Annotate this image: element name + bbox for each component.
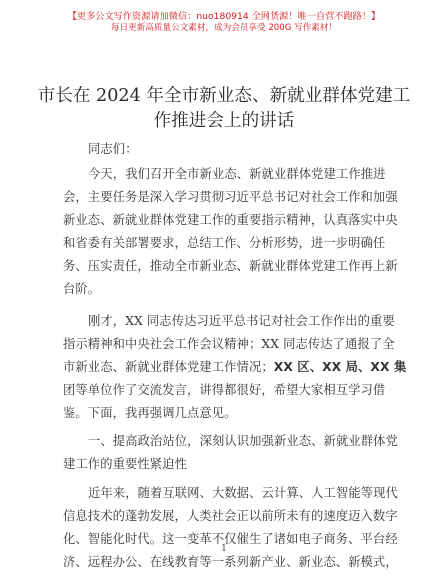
- bold-entities: XX 区、XX 局、XX 集: [273, 360, 407, 374]
- paragraph-3-line: 济、远程办公、在线教育等一系列新产业、新业态、新模式，: [63, 555, 398, 569]
- salutation: 同志们：: [88, 142, 138, 156]
- title-line-1: 市长在 2024 年全市新业态、新就业群体党建工: [37, 86, 411, 106]
- paragraph-1-line: 今天，我们召开全市新业态、新就业群体党建工作推进: [88, 167, 386, 181]
- page-number: 1: [221, 544, 227, 554]
- paragraph-2-line: 鉴。下面，我再强调几点意见。: [63, 406, 237, 420]
- paragraph-1-line: 新业态、新就业群体党建工作的重要指示精神，认真落实中央: [63, 213, 398, 227]
- paragraph-3-line: 近年来，随着互联网、大数据、云计算、人工智能等现代: [88, 486, 398, 500]
- paragraph-1-line: 务、压实责任，推动全市新业态、新就业群体党建工作再上新: [63, 259, 398, 273]
- paragraph-2-line: 刚才，XX 同志传达习近平总书记对社会工作作出的重要: [88, 314, 395, 328]
- document-title: [0, 84, 448, 134]
- paragraph-1-line: 台阶。: [63, 282, 101, 296]
- section-heading-line: 建工作的重要性紧迫性: [63, 457, 187, 471]
- promo-banner-line-1: 【更多公文写作资源请加微信：nuo180914 全网货源！唯一自营不跑路！】: [67, 11, 381, 22]
- promo-banner-line-2: 每日更新高质量公文素材，成为会员享受 200G 写作素材！: [110, 23, 338, 33]
- paragraph-1-line: 和省委有关部署要求，总结工作、分析形势，进一步明确任: [63, 236, 386, 250]
- paragraph-3-line: 信息技术的蓬勃发展，人类社会正以前所未有的速度迈入数字: [63, 509, 398, 523]
- paragraph-2-text: 市新业态、新就业群体党建工作情况；: [63, 360, 274, 374]
- paragraph-1-line: 会，主要任务是深入学习贯彻习近平总书记对社会工作和加强: [63, 190, 398, 204]
- paragraph-3-line: 化、智能化时代。这一变革不仅催生了诸如电子商务、平台经: [63, 532, 398, 546]
- paragraph-2-line: 团等单位作了交流发言，讲得都很好，希望大家相互学习借: [63, 383, 386, 397]
- paragraph-2-line: 指示精神和中央社会工作会议精神；XX 同志传达了通报了全: [63, 337, 395, 351]
- title-line-2: 作推进会上的讲话: [153, 111, 295, 131]
- paragraph-2-line: [63, 357, 406, 375]
- section-heading-line: 一、提高政治站位，深刻认识加强新业态、新就业群体党: [88, 434, 398, 448]
